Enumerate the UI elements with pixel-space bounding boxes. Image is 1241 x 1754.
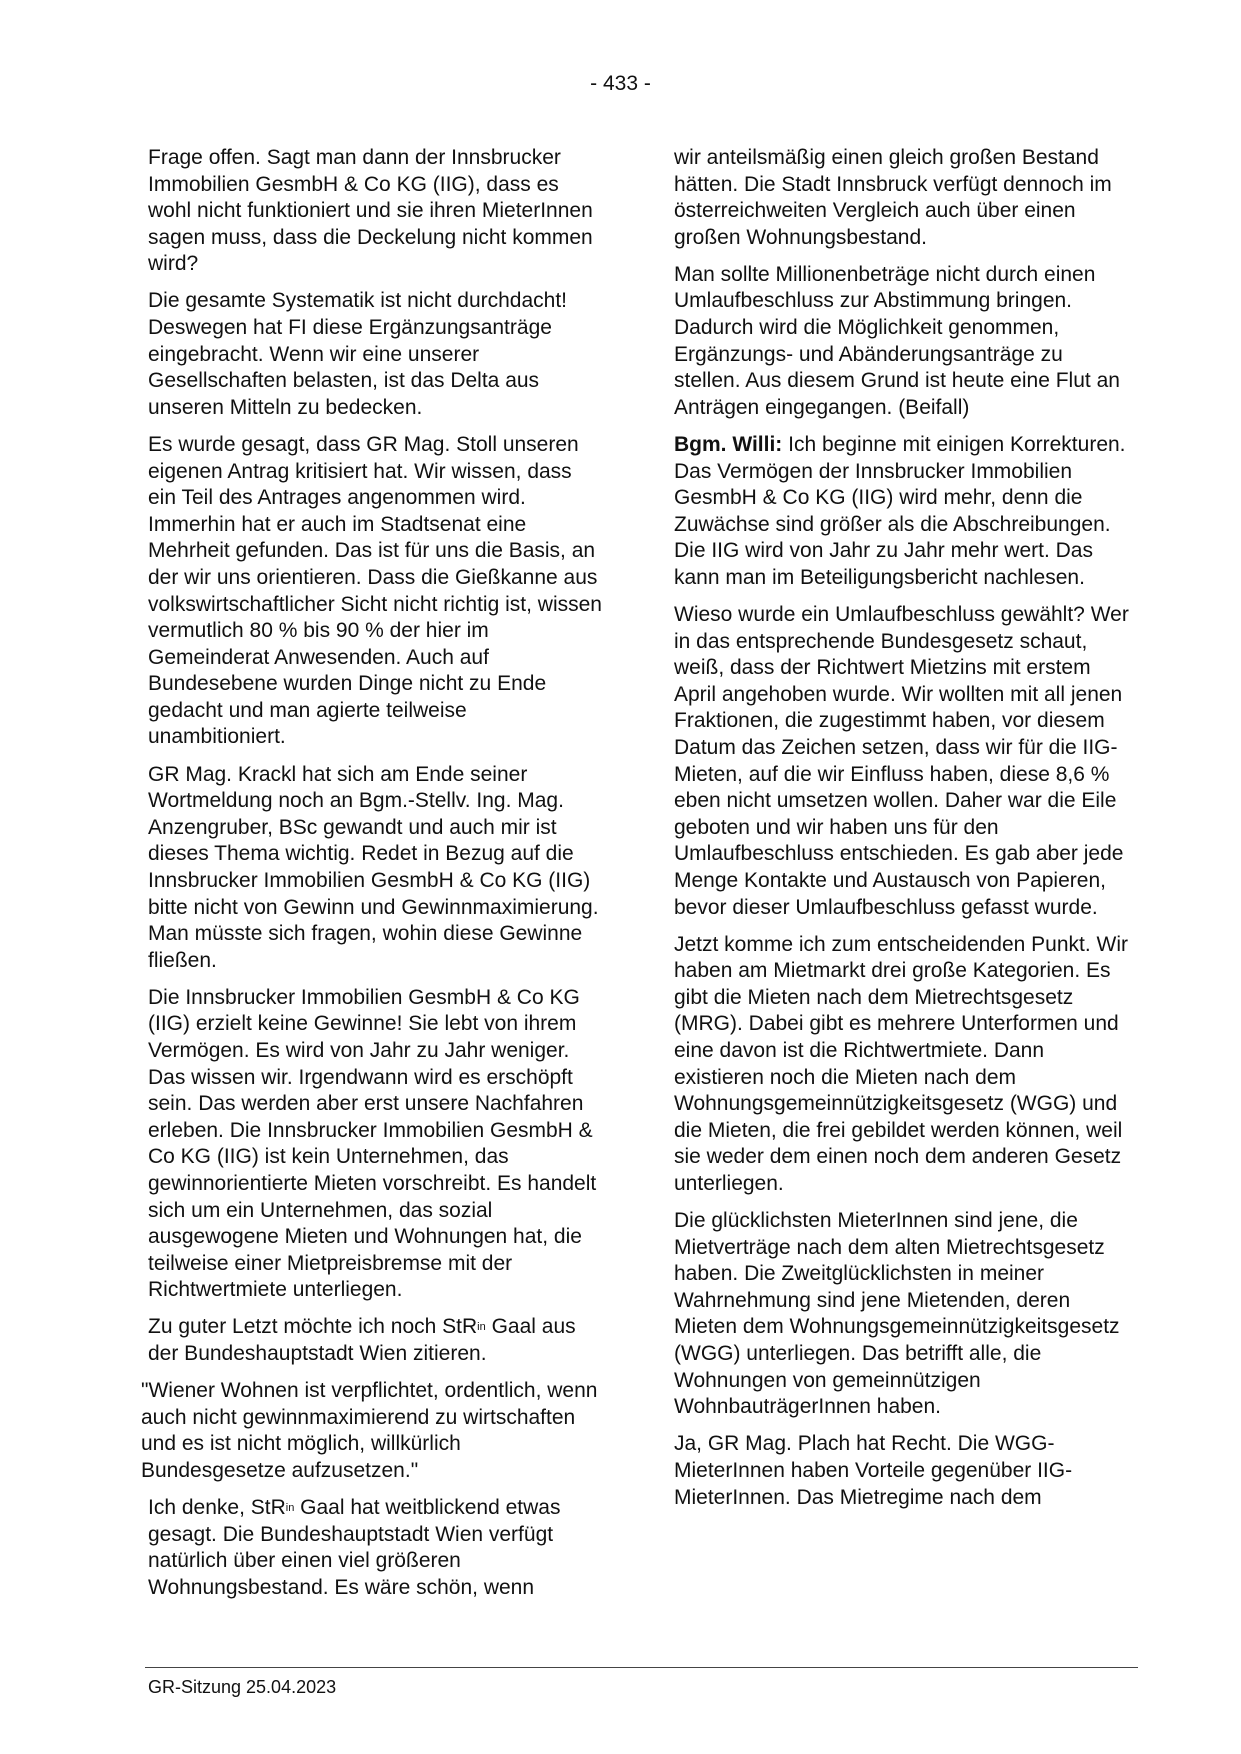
footer-divider xyxy=(145,1667,1138,1668)
text: Ich denke, StR xyxy=(148,1496,286,1519)
paragraph xyxy=(148,1314,603,1367)
footer-session-date: GR-Sitzung 25.04.2023 xyxy=(148,1677,337,1697)
superscript: in xyxy=(477,1321,486,1334)
text: Zu guter Letzt möchte ich noch StR xyxy=(148,1315,478,1339)
paragraph: Wieso wurde ein Umlaufbeschluss gewählt? Wer in das entsprechende Bundesgesetz schaut, weiß, dass der Richtwert Mietzins mit erstem April angehoben wurde. Wir wollten mit all jenen Fraktionen, die zugestimmt haben, vor diesem Datum das Zeichen setzen, dass wir für die IIG-Mieten, auf die wir Einfluss haben, diese 8,6 % eben nicht umsetzen wollen. Daher war die Eile geboten und wir haben uns für den Umlaufbeschluss entschieden. Es gab aber jede Menge Kontakte und Austausch von Papieren, bevor dieser Umlaufbeschluss gefasst wurde. xyxy=(674,603,1129,919)
quote: "Wiener Wohnen ist verpflichtet, ordentlich, wenn auch nicht gewinnmaximierend zu wirtschaften und es ist nicht möglich, willkürlich Bundesgesetze aufzusetzen." xyxy=(141,1379,598,1482)
paragraph: wir anteilsmäßig einen gleich großen Bestand hätten. Die Stadt Innsbruck verfügt dennoch im österreichweiten Vergleich auch über einen großen Wohnungsbestand. xyxy=(674,146,1112,249)
paragraph: Die Innsbrucker Immobilien GesmbH & Co KG (IIG) erzielt keine Gewinne! Sie lebt von ihrem Vermögen. Es wird von Jahr zu Jahr weniger. Das wissen wir. Irgendwann wird es erschöpft sein. Das werden aber erst unsere Nachfahren erleben. Die Innsbrucker Immobilien GesmbH & Co KG (IIG) ist kein Unternehmen, das gewinnorientierte Mieten vorschreibt. Es handelt sich um ein Unternehmen, das sozial ausgewogene Mieten und Wohnungen hat, die teilweise einer Mietpreisbremse mit der Richtwertmiete unterliegen. xyxy=(148,985,597,1302)
text: Gaal hat weitblickend etwas gesagt. Die Bundeshauptstadt Wien verfügt natürlich über einen viel größeren Wohnungsbestand. Es wäre schön, wenn xyxy=(148,1496,561,1599)
paragraph xyxy=(148,1495,603,1601)
paragraph: Die gesamte Systematik ist nicht durchdacht! Deswegen hat FI diese Ergänzungsanträge eingebracht. Wenn wir eine unserer Gesellschaften belasten, ist das Delta aus unseren Mitteln zu bedecken. xyxy=(148,289,568,419)
paragraph: Man sollte Millionenbeträge nicht durch einen Umlaufbeschluss zur Abstimmung bringen. Dadurch wird die Möglichkeit genommen, Ergänzungs- und Abänderungsanträge zu stellen. Aus diesem Grund ist heute eine Flut an Anträgen eingegangen. (Beifall) xyxy=(674,262,1120,419)
speaker-name: Bgm. Willi: xyxy=(674,432,783,456)
paragraph xyxy=(674,432,1134,592)
paragraph: Ja, GR Mag. Plach hat Recht. Die WGG-MieterInnen haben Vorteile gegenüber IIG-MieterInnen. Das Mietregime nach dem xyxy=(674,1432,1073,1509)
right-column xyxy=(674,145,1134,1522)
paragraph: Jetzt komme ich zum entscheidenden Punkt. Wir haben am Mietmarkt drei große Kategorien. Es gibt die Mieten nach dem Mietrechtsgesetz (MRG). Dabei gibt es mehrere Unterformen und eine davon ist die Richtwertmiete. Dann existieren noch die Mieten nach dem Wohnungsgemeinnützigkeitsgesetz (WGG) und die Mieten, die frei gebildet werden können, weil sie weder dem einen noch dem anderen Gesetz unterliegen. xyxy=(674,932,1129,1195)
paragraph: Es wurde gesagt, dass GR Mag. Stoll unseren eigenen Antrag kritisiert hat. Wir wissen, dass ein Teil des Antrages angenommen wird. Immerhin hat er auch im Stadtsenat eine Mehrheit gefunden. Das ist für uns die Basis, an der wir uns orientieren. Dass die Gießkanne aus volkswirtschaftlicher Sicht nicht richtig ist, wissen vermutlich 80 % bis 90 % der hier im Gemeinderat Anwesenden. Auch auf Bundesebene wurden Dinge nicht zu Ende gedacht und man agierte teilweise unambitioniert. xyxy=(148,432,602,749)
superscript: in xyxy=(285,1502,295,1514)
text: Ich beginne mit einigen Korrekturen. Das Vermögen der Innsbrucker Immobilien GesmbH & Co KG (IIG) wird mehr, denn die Zuwächse sind größer als die Abschreibungen. Die IIG wird von Jahr zu Jahr mehr wert. Das kann man im Beteiligungsbericht nachlesen. xyxy=(674,432,1126,589)
paragraph: Die glücklichsten MieterInnen sind jene, die Mietverträge nach dem alten Mietrechtsgesetz haben. Die Zweitglücklichsten in meiner Wahrnehmung sind jene Mietenden, deren Mieten dem Wohnungsgemeinnützigkeitsgesetz (WGG) unterliegen. Das betrifft alle, die Wohnungen von gemeinnützigen WohnbauträgerInnen haben. xyxy=(674,1209,1120,1419)
page-number: - 433 - xyxy=(590,72,651,95)
paragraph: Frage offen. Sagt man dann der Innsbrucker Immobilien GesmbH & Co KG (IIG), dass es wohl nicht funktioniert und sie ihren MieterInnen sagen muss, dass die Deckelung nicht kommen wird? xyxy=(148,146,593,276)
paragraph: GR Mag. Krackl hat sich am Ende seiner Wortmeldung noch an Bgm.-Stellv. Ing. Mag. Anzengruber, BSc gewandt und auch mir ist dieses Thema wichtig. Redet in Bezug auf die Innsbrucker Immobilien GesmbH & Co KG (IIG) bitte nicht von Gewinn und Gewinnmaximierung. Man müsste sich fragen, wohin diese Gewinne fließen. xyxy=(148,762,599,972)
text: Gaal aus der Bundeshauptstadt Wien zitieren. xyxy=(148,1315,576,1366)
left-column xyxy=(141,145,603,1612)
